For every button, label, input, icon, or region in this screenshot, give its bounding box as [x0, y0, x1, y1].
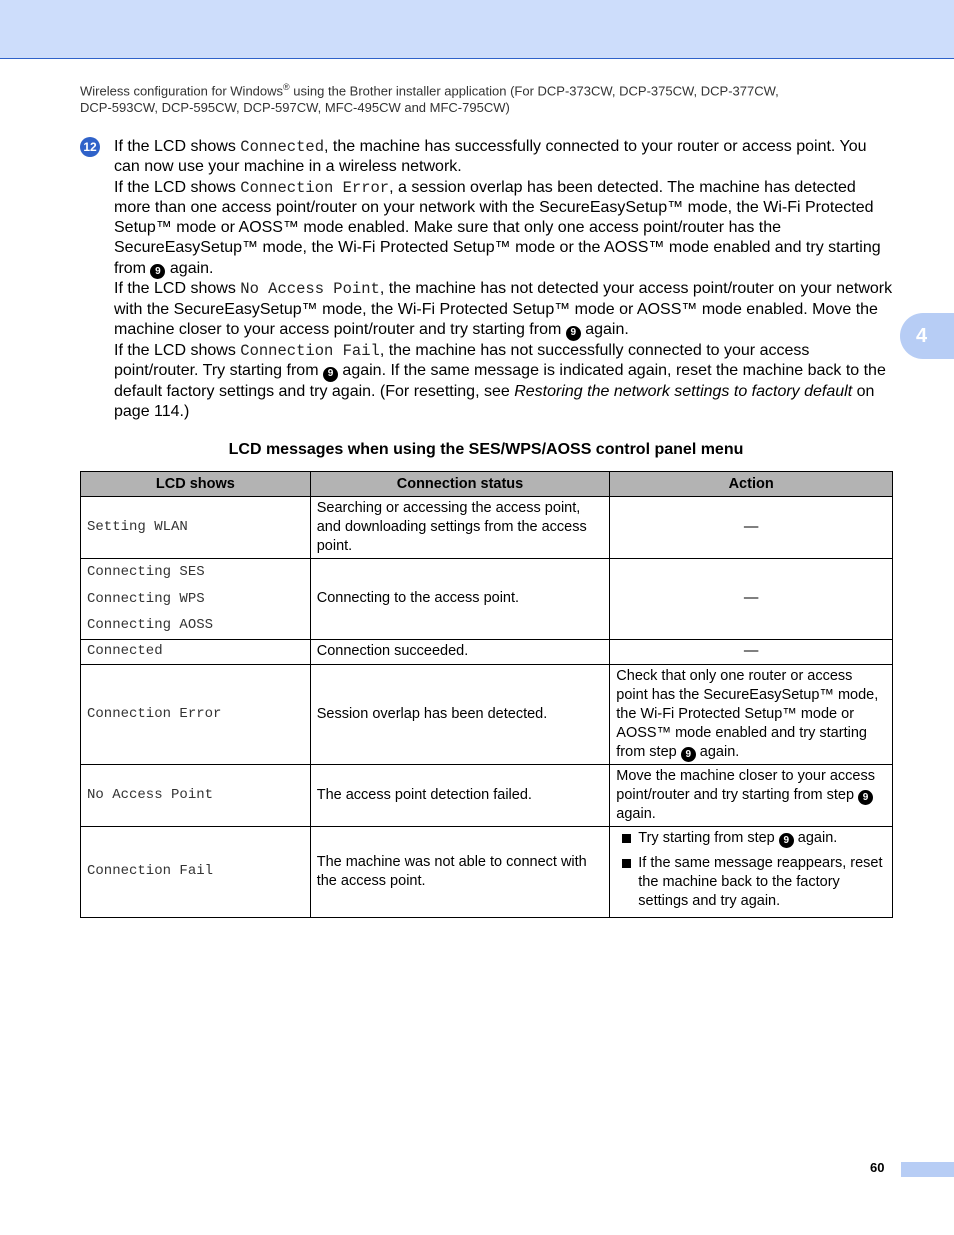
lcd-code: Connection Fail: [240, 341, 380, 360]
column-header-status: Connection status: [310, 472, 610, 497]
action-cell: —: [610, 497, 893, 559]
header-line1-post: using the Brother installer application (For DCP-373CW, DCP-375CW, DCP-377CW,: [289, 83, 779, 99]
running-header: [80, 79, 880, 116]
status-cell: The access point detection failed.: [310, 764, 610, 826]
action-bullet-list: [616, 829, 886, 911]
table-row: [81, 826, 893, 917]
table-row: [81, 559, 893, 640]
step-number: 12: [83, 140, 97, 154]
status-cell: Searching or accessing the access point, and downloading settings from the access point.: [310, 497, 610, 559]
step-ref-icon: 9: [779, 833, 794, 848]
table-row: [81, 664, 893, 764]
lcd-code: No Access Point: [240, 280, 380, 299]
lcd-cell: No Access Point: [81, 764, 311, 826]
step-number-icon: [80, 137, 100, 157]
table-row: [81, 639, 893, 664]
step-ref-icon: 9: [150, 264, 165, 279]
lcd-code: Connection Error: [240, 178, 390, 197]
header-line1-pre: Wireless configuration for Windows: [80, 83, 284, 99]
status-cell: Connecting to the access point.: [310, 559, 610, 640]
action-cell: Check that only one router or access point has the SecureEasySetup™ mode, the Wi-Fi Protected Setup™ mode or AOSS™ mode enabled and try starting from step 9 again.: [610, 664, 893, 764]
list-item: Try starting from step 9 again.: [616, 829, 886, 848]
section-title: LCD messages when using the SES/WPS/AOSS control panel menu: [228, 441, 744, 458]
table-header-row: [81, 472, 893, 497]
step-ref-icon: 9: [858, 790, 873, 805]
step-ref-icon: 9: [566, 326, 581, 341]
lcd-code: Connected: [240, 138, 324, 156]
list-item: If the same message reappears, reset the machine back to the factory settings and try again.: [616, 854, 886, 911]
action-cell: [610, 826, 893, 917]
action-cell: —: [610, 639, 893, 664]
lcd-messages-table: [80, 471, 893, 918]
action-cell: Move the machine closer to your access point/router and try starting from step 9 again.: [610, 764, 893, 826]
lcd-code: Connecting SES: [87, 564, 205, 580]
header-line2: DCP-593CW, DCP-595CW, DCP-597CW, MFC-495CW and MFC-795CW): [80, 100, 510, 116]
lcd-cell: Setting WLAN: [81, 497, 311, 559]
column-header-action: Action: [610, 472, 893, 497]
step-paragraph-connected: If the LCD shows Connected, the machine has successfully connected to your router or access point. You can now use your machine in a wireless network.: [114, 138, 867, 176]
chapter-tab: [900, 313, 954, 359]
lcd-code: Connecting AOSS: [87, 617, 214, 633]
table-row: [81, 497, 893, 559]
step-paragraph-no-access-point: If the LCD shows No Access Point, the machine has not detected your access point/router on your network with the SecureEasySetup™ mode, the Wi-Fi Protected Setup™ mode or AOSS™ mode enabled. Move the machine closer to your access point/router and try starting from 9 again.: [114, 279, 894, 340]
page-number: 60: [870, 1160, 885, 1175]
step-body: [114, 137, 894, 422]
status-cell: Session overlap has been detected.: [310, 664, 610, 764]
registered-mark: ®: [283, 82, 290, 92]
lcd-code: Connecting WPS: [87, 590, 205, 607]
step-paragraph-connection-error: If the LCD shows Connection Error, a session overlap has been detected. The machine has detected more than one access point/router on your network with the SecureEasySetup™ mode, the Wi-Fi Protected Setup™ mode or AOSS™ mode enabled. Make sure that only one access point/router has the SecureEasySetup™ mode, the Wi-Fi Protected Setup™ mode or the AOSS™ mode enabled and try starting from 9 again.: [114, 178, 894, 280]
step-ref-icon: 9: [681, 747, 696, 762]
lcd-cell: [81, 559, 311, 640]
lcd-cell: Connection Error: [81, 664, 311, 764]
action-cell: —: [610, 559, 893, 640]
step-paragraph-connection-fail: If the LCD shows Connection Fail, the machine has not successfully connected to your access point/router. Try starting from 9 again. If the same message is indicated again, reset the machine back to the default factory settings and try again. (For resetting, see Restoring the network settings to factory default on page 114.): [114, 341, 886, 420]
table-row: [81, 764, 893, 826]
column-header-lcd: LCD shows: [81, 472, 311, 497]
lcd-cell: Connected: [81, 639, 311, 664]
page-tab: [901, 1162, 954, 1177]
chapter-number: 4: [916, 324, 928, 347]
header-band: [0, 0, 954, 59]
status-cell: The machine was not able to connect with the access point.: [310, 826, 610, 917]
step-ref-icon: 9: [323, 367, 338, 382]
cross-reference-link[interactable]: Restoring the network settings to factory default: [514, 382, 853, 400]
lcd-cell: Connection Fail: [81, 826, 311, 917]
status-cell: Connection succeeded.: [310, 639, 610, 664]
